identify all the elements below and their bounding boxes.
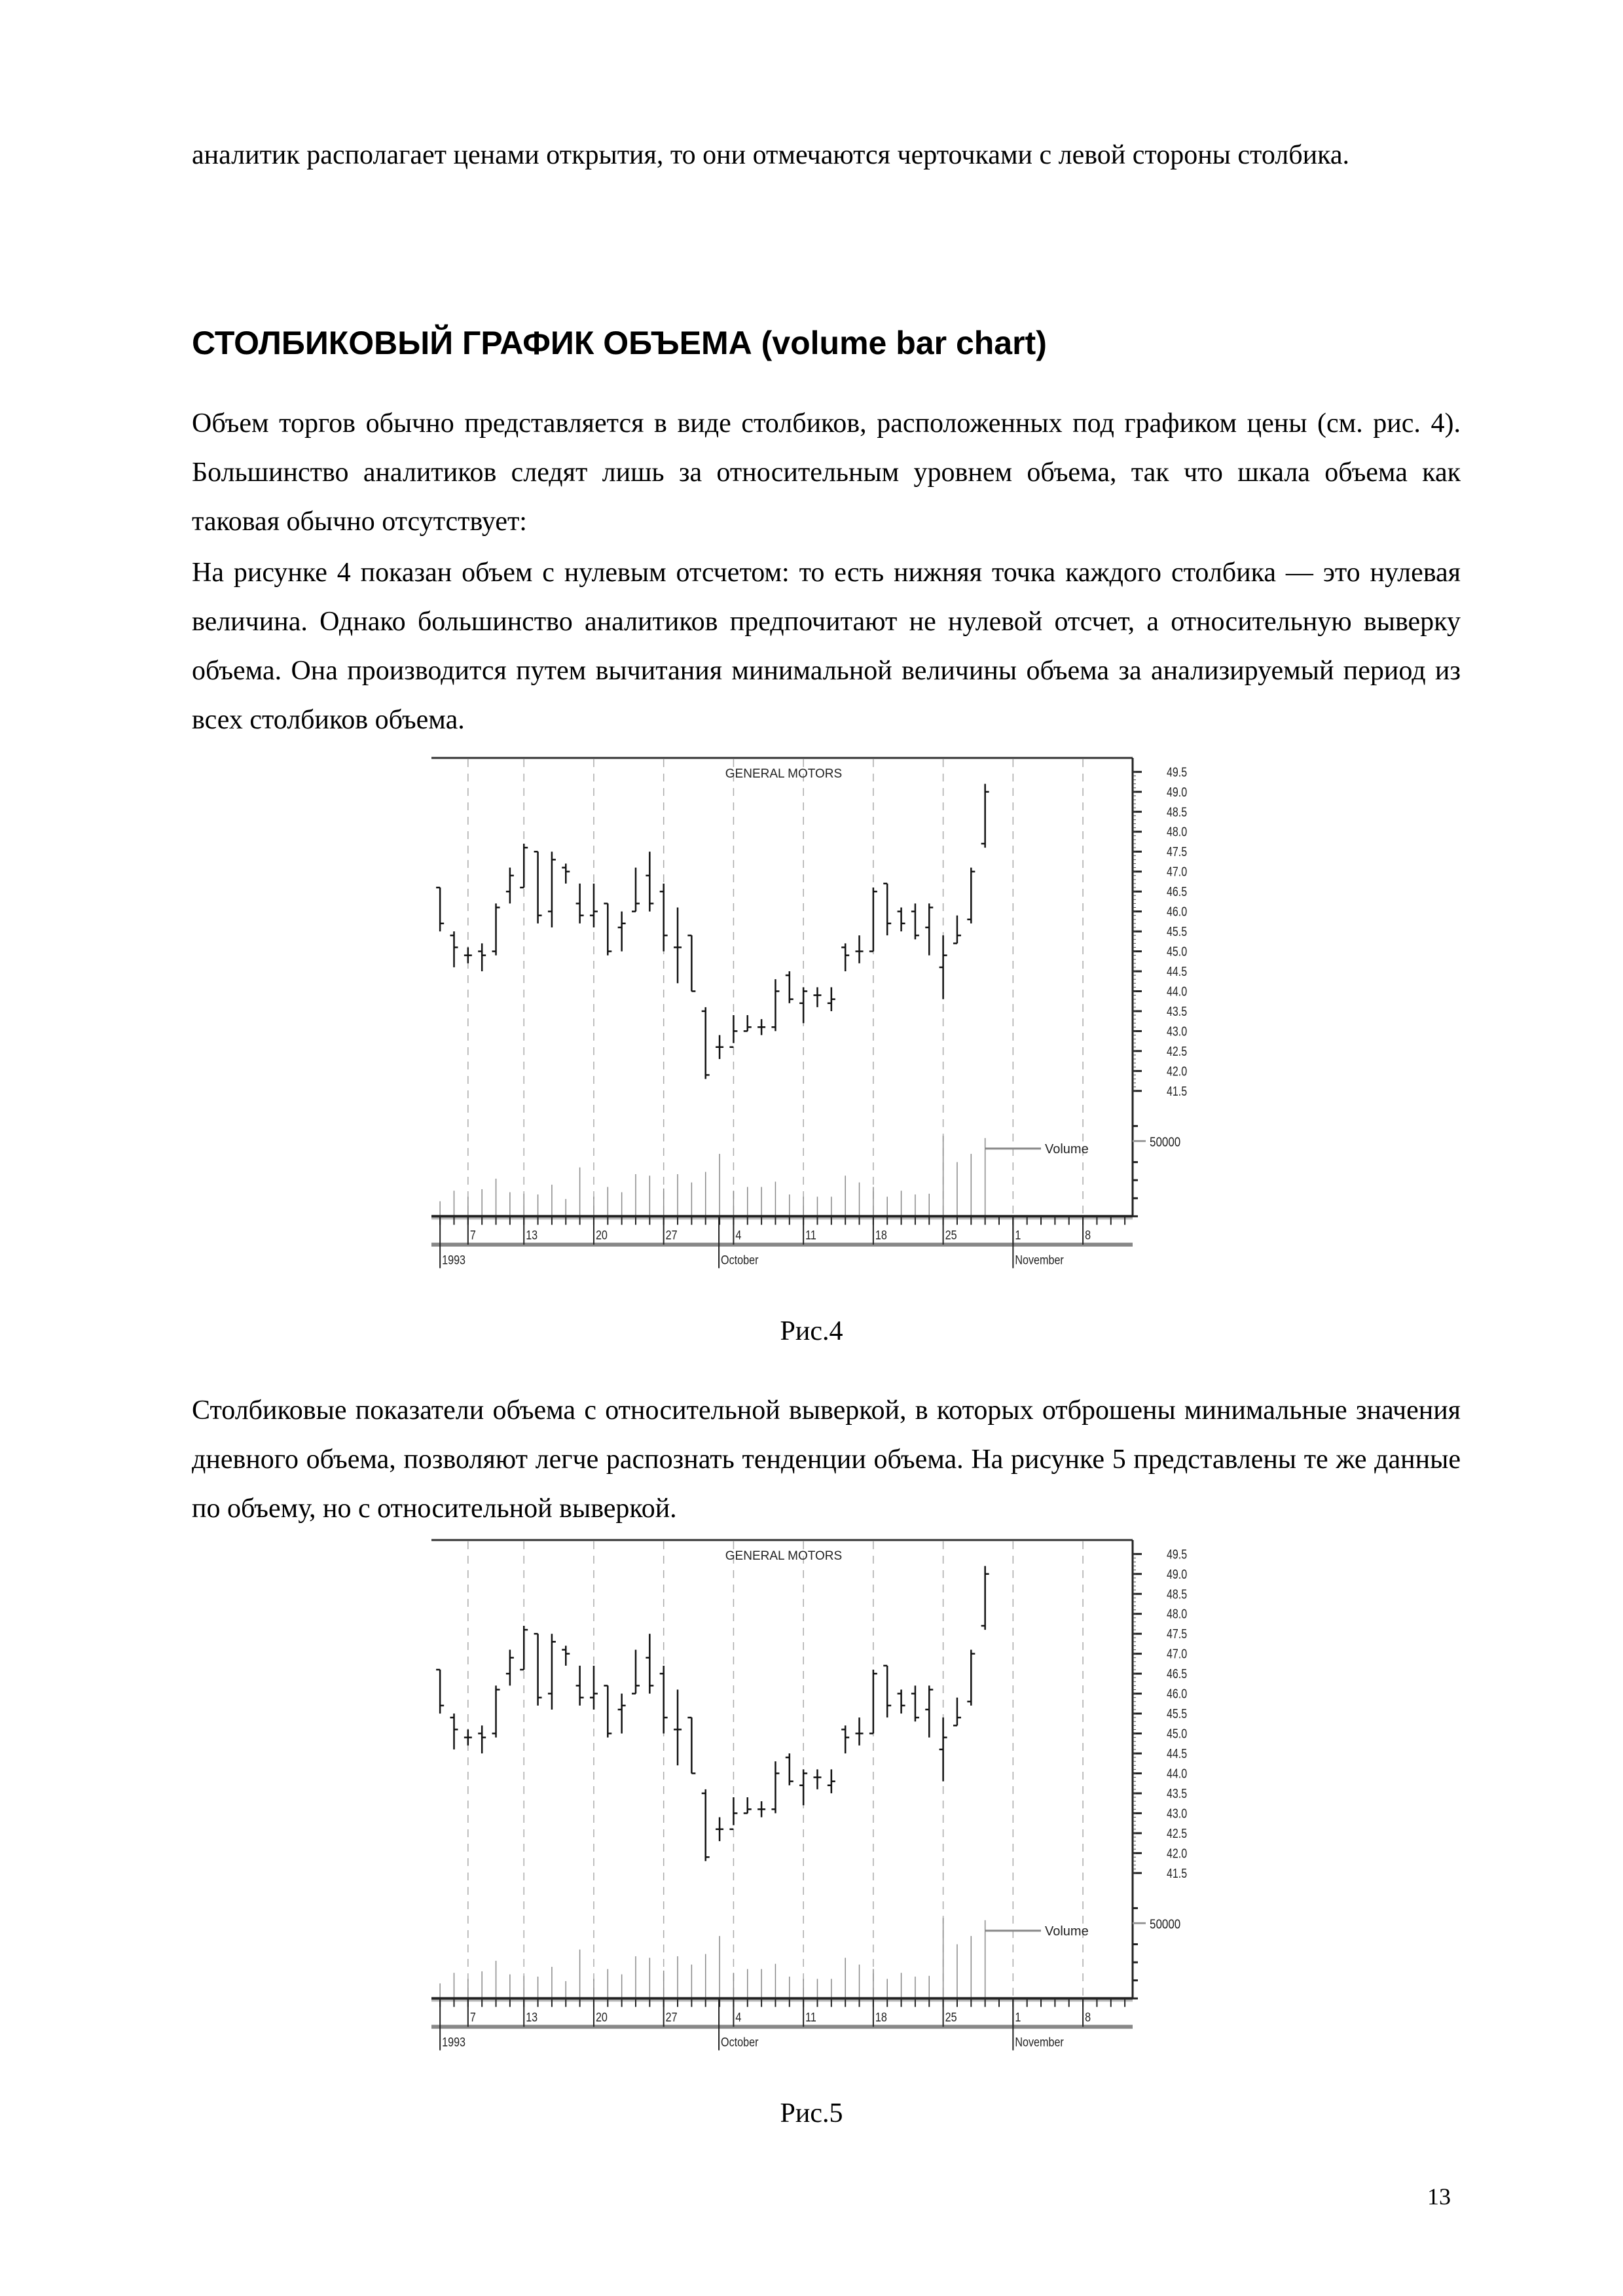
- paragraph-relative-volume: Столбиковые показатели объема с относительной выверкой, в которых отброшены минимальные значения дневного объема, позволяют легче распознать тенденции объема. На рисунке 5 представлены те же данные по объему, но с относительной выверкой.: [192, 1395, 1461, 1524]
- price-tick-label: 46.0: [1167, 904, 1188, 920]
- price-tick-label: 43.5: [1167, 1004, 1188, 1019]
- price-tick-label: 47.5: [1167, 844, 1188, 859]
- month-label: November: [1015, 2035, 1064, 2049]
- price-tick-label: 47.0: [1167, 864, 1188, 880]
- day-label: 25: [945, 1228, 957, 1242]
- day-label: 1: [1015, 2010, 1021, 2024]
- day-label: 13: [526, 1228, 538, 1242]
- date-band: [431, 1243, 1133, 1247]
- month-label: November: [1015, 1253, 1064, 1267]
- chart-figure-4: [419, 753, 1205, 1289]
- volume-legend-label: Volume: [1045, 1924, 1089, 1939]
- chart-figure-5: [419, 1535, 1205, 2072]
- month-label: October: [721, 2035, 759, 2049]
- day-label: 27: [665, 1228, 678, 1242]
- price-tick-label: 47.5: [1167, 1626, 1188, 1641]
- caption-figure-5: Рис.5: [780, 2098, 843, 2128]
- price-tick-label: 49.5: [1167, 764, 1188, 780]
- price-tick-label: 48.5: [1167, 1587, 1188, 1602]
- day-label: 18: [875, 2010, 887, 2024]
- month-label: October: [721, 1253, 759, 1267]
- day-label: 20: [595, 2010, 608, 2024]
- price-tick-label: 49.0: [1167, 1567, 1188, 1582]
- price-tick-label: 45.0: [1167, 1726, 1188, 1741]
- volume-tick-label: 50000: [1150, 1916, 1181, 1931]
- price-tick-label: 44.5: [1167, 964, 1188, 979]
- day-label: 13: [526, 2010, 538, 2024]
- price-tick-label: 46.5: [1167, 884, 1188, 899]
- month-label: 1993: [442, 2035, 466, 2049]
- price-tick-label: 43.0: [1167, 1024, 1188, 1039]
- volume-tick-label: 50000: [1150, 1134, 1181, 1149]
- price-tick-label: 45.0: [1167, 944, 1188, 959]
- day-label: 27: [665, 2010, 678, 2024]
- price-tick-label: 45.5: [1167, 1706, 1188, 1721]
- price-tick-label: 49.5: [1167, 1547, 1188, 1562]
- price-tick-label: 42.0: [1167, 1064, 1188, 1079]
- day-label: 1: [1015, 1228, 1021, 1242]
- paragraph-zero-volume: На рисунке 4 показан объем с нулевым отсчетом: то есть нижняя точка каждого столбика — это нулевая величина. Однако большинство аналитиков предпочитают не нулевой отсчет, а относительную выверку объема. Она производится путем вычитания минимальной величины объема за анализируемый период из всех столбиков объема.: [192, 558, 1461, 735]
- price-tick-label: 48.0: [1167, 825, 1188, 840]
- chart-title: GENERAL MOTORS: [725, 767, 843, 781]
- day-label: 20: [595, 1228, 608, 1242]
- price-tick-label: 43.0: [1167, 1806, 1188, 1821]
- day-label: 4: [735, 1228, 742, 1242]
- section-heading: СТОЛБИКОВЫЙ ГРАФИК ОБЪЕМА (volume bar chart): [192, 325, 1047, 361]
- price-tick-label: 47.0: [1167, 1646, 1188, 1662]
- price-tick-label: 41.5: [1167, 1866, 1188, 1881]
- date-band: [431, 2025, 1133, 2029]
- price-tick-label: 49.0: [1167, 785, 1188, 800]
- month-label: 1993: [442, 1253, 466, 1267]
- day-label: 4: [735, 2010, 742, 2024]
- caption-figure-4: Рис.4: [780, 1316, 843, 1346]
- day-label: 18: [875, 1228, 887, 1242]
- day-label: 11: [805, 2010, 816, 2024]
- price-tick-label: 44.0: [1167, 1766, 1188, 1781]
- page-number: 13: [1427, 2183, 1451, 2210]
- day-label: 7: [469, 1228, 476, 1242]
- day-label: 8: [1085, 2010, 1091, 2024]
- price-tick-label: 48.5: [1167, 804, 1188, 819]
- paragraph-intro: аналитик располагает ценами открытия, то они отмечаются черточками с левой стороны столбика.: [192, 140, 1349, 170]
- price-tick-label: 44.0: [1167, 984, 1188, 999]
- volume-legend-label: Volume: [1045, 1141, 1089, 1157]
- price-tick-label: 46.0: [1167, 1686, 1188, 1702]
- price-tick-label: 42.5: [1167, 1826, 1188, 1841]
- price-tick-label: 42.0: [1167, 1846, 1188, 1861]
- price-tick-label: 44.5: [1167, 1746, 1188, 1761]
- day-label: 11: [805, 1228, 816, 1242]
- day-label: 7: [469, 2010, 476, 2024]
- price-tick-label: 45.5: [1167, 924, 1188, 939]
- price-tick-label: 43.5: [1167, 1786, 1188, 1801]
- day-label: 25: [945, 2010, 957, 2024]
- price-tick-label: 41.5: [1167, 1084, 1188, 1099]
- paragraph-volume-intro: Объем торгов обычно представляется в виде столбиков, расположенных под графиком цены (см. рис. 4). Большинство аналитиков следят лишь за относительным уровнем объема, так что шкала объема как таковая обычно отсутствует:: [192, 408, 1461, 537]
- day-label: 8: [1085, 1228, 1091, 1242]
- price-tick-label: 42.5: [1167, 1044, 1188, 1059]
- price-tick-label: 48.0: [1167, 1607, 1188, 1622]
- price-tick-label: 46.5: [1167, 1666, 1188, 1681]
- chart-title: GENERAL MOTORS: [725, 1549, 843, 1563]
